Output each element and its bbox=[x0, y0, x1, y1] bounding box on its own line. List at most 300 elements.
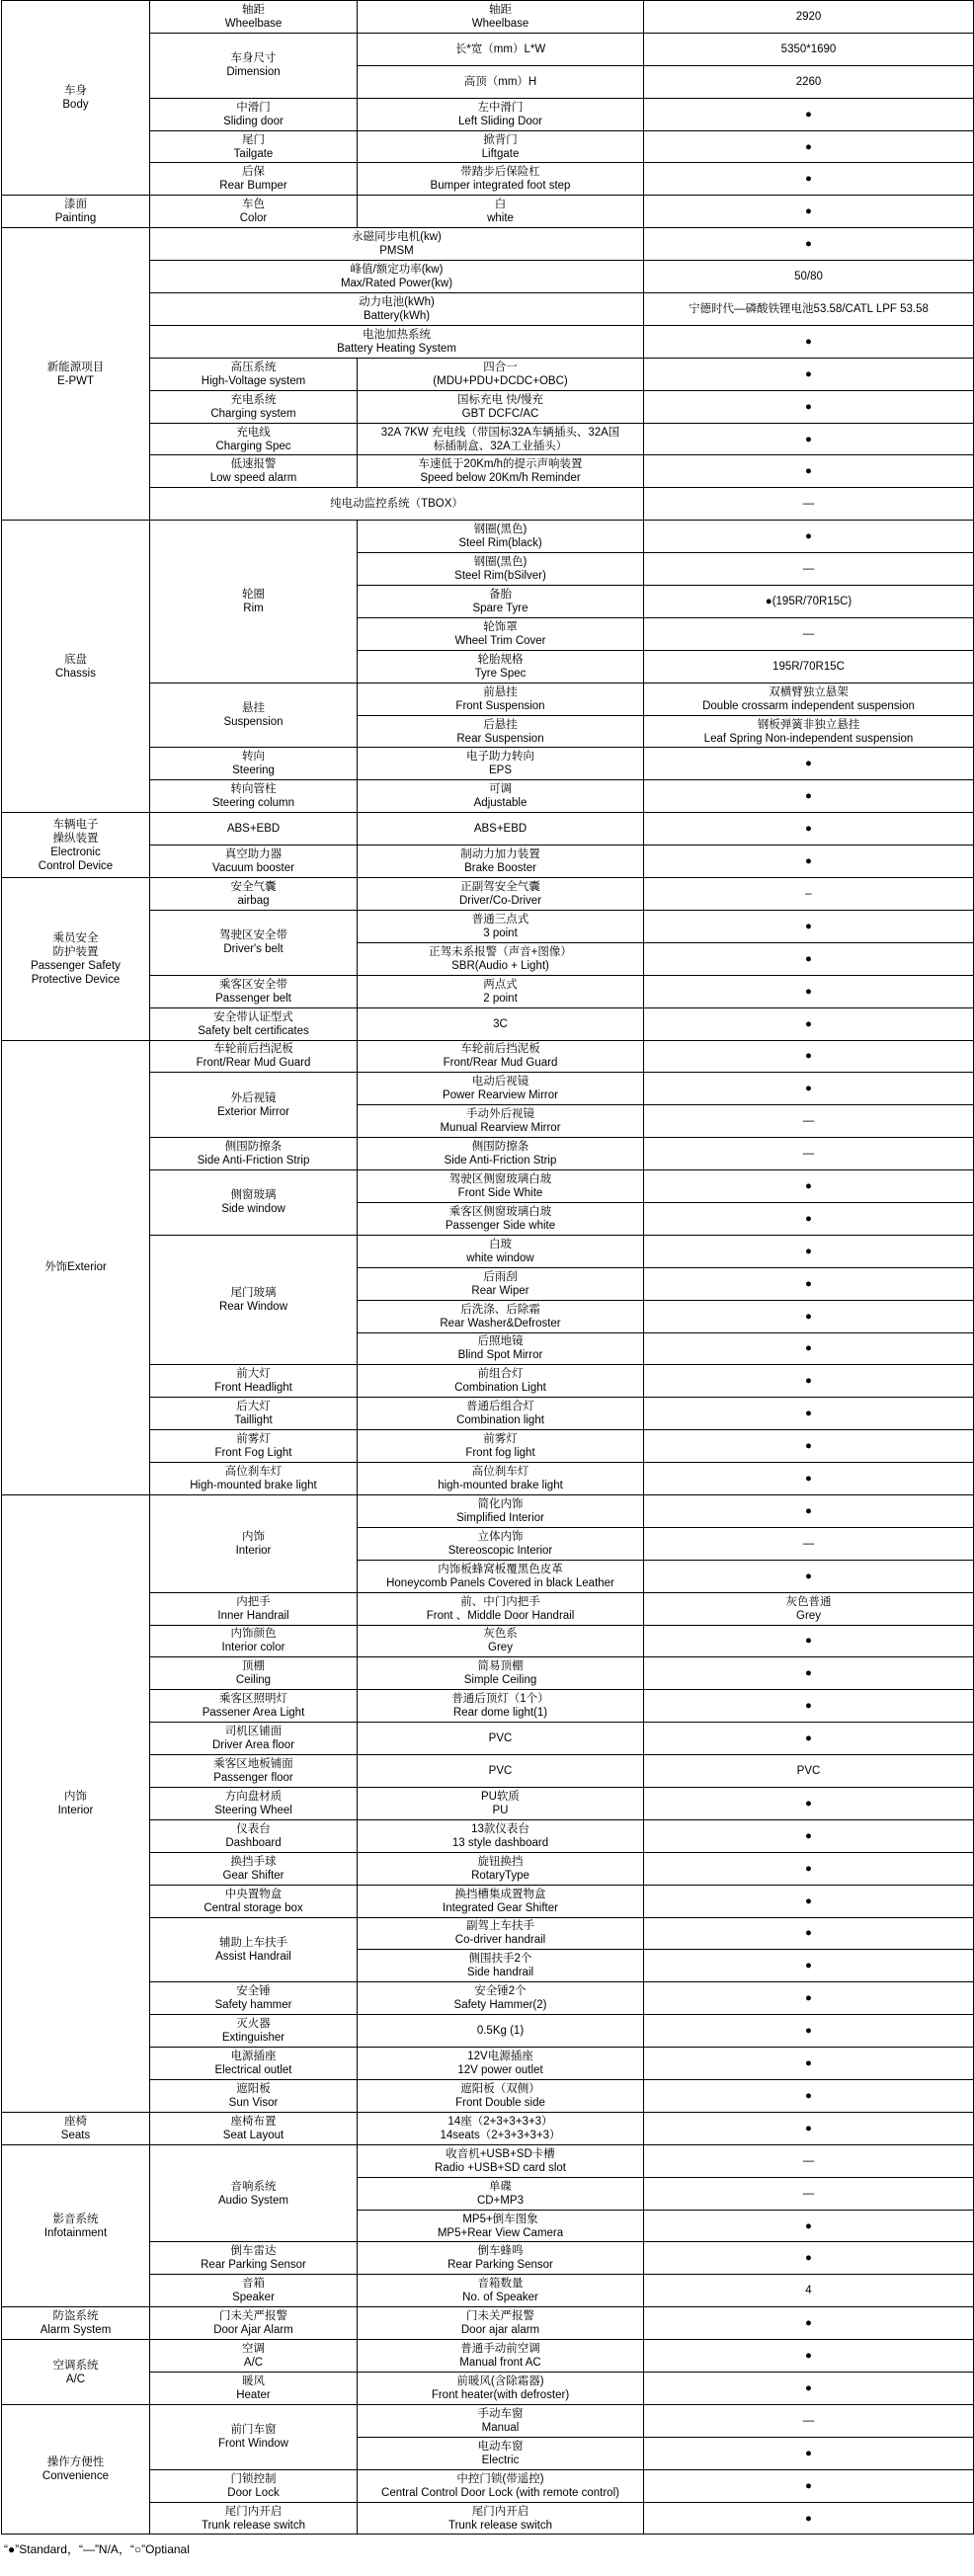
value-cell bbox=[644, 196, 974, 228]
item-cell bbox=[150, 780, 358, 813]
text-line: 外饰Exterior bbox=[44, 1261, 107, 1274]
value-cell bbox=[644, 423, 974, 455]
spec-cell bbox=[358, 1105, 644, 1138]
item-cell bbox=[150, 2502, 358, 2535]
spec-cell bbox=[358, 1332, 644, 1365]
text-line: ● bbox=[805, 985, 812, 998]
text-line: airbag bbox=[237, 894, 270, 907]
text-line: Front 、Middle Door Handrail bbox=[426, 1609, 575, 1622]
value-cell bbox=[644, 1332, 974, 1365]
text-line: 国标充电 快/慢充 bbox=[457, 393, 543, 406]
text-line: ● bbox=[805, 2219, 812, 2232]
group-cell bbox=[2, 878, 150, 1040]
text-line: 低速报警 bbox=[230, 458, 277, 471]
item-cell bbox=[150, 1723, 358, 1755]
item-cell bbox=[150, 33, 358, 98]
spec-cell bbox=[358, 1982, 644, 2015]
text-line: Ceiling bbox=[235, 1674, 272, 1687]
text-line: Radio +USB+SD card slot bbox=[435, 2161, 566, 2174]
text-line: Adjustable bbox=[473, 797, 528, 810]
item-cell bbox=[150, 1430, 358, 1463]
spec-cell bbox=[358, 2177, 644, 2210]
text-line: Alarm System bbox=[40, 2324, 112, 2337]
text-line: A/C bbox=[65, 2373, 86, 2385]
spec-cell bbox=[358, 1950, 644, 1982]
text-line: ● bbox=[805, 1667, 812, 1680]
spec-cell bbox=[358, 196, 644, 228]
text-line: Charging Spec bbox=[215, 440, 291, 452]
item-cell bbox=[150, 1040, 358, 1073]
spec-row bbox=[2, 2340, 974, 2373]
text-line: — bbox=[802, 627, 815, 640]
text-line: 钢板弹簧非独立悬挂 bbox=[757, 718, 860, 731]
text-line: 空调 bbox=[242, 2343, 265, 2356]
text-line: 门锁控制 bbox=[230, 2472, 277, 2485]
text-line: Exterior Mirror bbox=[217, 1105, 289, 1118]
text-line: 3 point bbox=[483, 926, 518, 939]
item-cell bbox=[150, 2080, 358, 2113]
text-line: 内饰 bbox=[242, 1530, 265, 1543]
text-line: 乘员安全 bbox=[52, 931, 99, 944]
spec-cell bbox=[358, 1723, 644, 1755]
text-line: 电池加热系统 bbox=[363, 328, 431, 341]
text-line: Extinguisher bbox=[221, 2032, 285, 2045]
text-line: 操纵装置 bbox=[52, 832, 99, 845]
item-cell bbox=[150, 2242, 358, 2275]
item-cell bbox=[150, 1398, 358, 1430]
group-cell bbox=[2, 521, 150, 813]
spec-cell bbox=[358, 1560, 644, 1592]
text-line: 钢圈(黑色) bbox=[473, 523, 528, 536]
text-line: Seats bbox=[60, 2129, 91, 2141]
spec-cell bbox=[358, 942, 644, 975]
spec-cell bbox=[358, 33, 644, 65]
text-line: 操作方便性 bbox=[46, 2456, 105, 2469]
text-line: ● bbox=[805, 2512, 812, 2525]
item-cell bbox=[150, 878, 358, 911]
text-line: ● bbox=[805, 855, 812, 868]
text-line: Rear Suspension bbox=[456, 732, 544, 745]
spec-cell bbox=[358, 2080, 644, 2113]
text-line: 动力电池(kWh) bbox=[359, 295, 435, 308]
text-line: Gear Shifter bbox=[222, 1869, 284, 1882]
spec-cell bbox=[358, 1755, 644, 1788]
spec-cell bbox=[358, 521, 644, 553]
spec-cell bbox=[358, 1852, 644, 1885]
value-cell bbox=[644, 715, 974, 748]
text-line: 轮饰罩 bbox=[483, 620, 518, 633]
item-cell bbox=[150, 163, 358, 196]
text-line: Steering Wheel bbox=[214, 1804, 292, 1816]
text-line: Electric bbox=[481, 2454, 520, 2466]
text-line: 白玻 bbox=[489, 1238, 512, 1250]
text-line: No. of Speaker bbox=[462, 2292, 538, 2304]
text-line: Double crossarm independent suspension bbox=[702, 699, 915, 712]
text-line: ● bbox=[805, 2252, 812, 2265]
text-line: 前、中门内把手 bbox=[460, 1595, 540, 1608]
value-cell bbox=[644, 2048, 974, 2080]
text-line: 双横臂独立悬架 bbox=[769, 685, 849, 698]
value-cell bbox=[644, 1755, 974, 1788]
text-line: Rim bbox=[243, 602, 264, 614]
text-line: ● bbox=[805, 108, 812, 121]
value-cell bbox=[644, 1138, 974, 1170]
text-line: Side handrail bbox=[466, 1967, 534, 1979]
spec-row bbox=[2, 2112, 974, 2144]
text-line: ● bbox=[805, 2057, 812, 2070]
text-line: Side Anti-Friction Strip bbox=[197, 1155, 310, 1167]
text-line: 换挡槽集成置物盒 bbox=[454, 1888, 546, 1900]
text-line: 左中滑门 bbox=[477, 101, 524, 114]
text-line: 立体内饰 bbox=[477, 1530, 524, 1543]
group-cell bbox=[2, 1, 150, 196]
text-line: 倒车蜂鸣 bbox=[477, 2245, 524, 2258]
value-cell bbox=[644, 390, 974, 423]
text-line: 电子助力转向 bbox=[466, 751, 534, 764]
value-cell bbox=[644, 1267, 974, 1300]
text-line: Front Headlight bbox=[214, 1382, 292, 1395]
value-cell bbox=[644, 2242, 974, 2275]
item-cell bbox=[150, 813, 358, 845]
text-line: 备胎 bbox=[489, 588, 512, 601]
spec-cell bbox=[358, 2437, 644, 2469]
text-line: Assist Handrail bbox=[215, 1950, 291, 1963]
text-line: ● bbox=[805, 1245, 812, 1257]
text-line: ● bbox=[805, 1083, 812, 1095]
text-line: Heater bbox=[236, 2388, 271, 2401]
text-line: ● bbox=[805, 1635, 812, 1648]
value-cell bbox=[644, 813, 974, 845]
item-cell bbox=[150, 1885, 358, 1917]
text-line: GBT DCFC/AC bbox=[461, 407, 539, 420]
item-cell bbox=[150, 1073, 358, 1138]
value-cell bbox=[644, 358, 974, 390]
text-line: ● bbox=[805, 1180, 812, 1192]
text-line: 顶棚 bbox=[242, 1660, 265, 1673]
text-line: 后保 bbox=[242, 166, 265, 179]
text-line: 灰色普通 bbox=[785, 1595, 832, 1608]
value-cell bbox=[644, 33, 974, 65]
spec-cell bbox=[358, 617, 644, 650]
item-cell bbox=[150, 1494, 358, 1592]
text-line: 高位刹车灯 bbox=[224, 1466, 283, 1479]
item-cell bbox=[150, 455, 358, 488]
text-line: Rear dome light(1) bbox=[452, 1707, 548, 1720]
legend-note: “●”Standard，“—”N/A，“○”Optianal bbox=[4, 2542, 190, 2557]
text-line: Interior bbox=[235, 1544, 272, 1557]
text-line: Rear Window bbox=[218, 1301, 288, 1314]
value-cell bbox=[644, 1, 974, 34]
text-line: 转向 bbox=[242, 751, 265, 764]
text-line: — bbox=[802, 1115, 815, 1128]
text-line: 音响系统 bbox=[230, 2180, 277, 2193]
text-line: 后悬挂 bbox=[483, 718, 518, 731]
text-line: 2260 bbox=[795, 75, 822, 88]
text-line: Electronic bbox=[50, 845, 101, 858]
item-cell bbox=[150, 2373, 358, 2405]
value-cell bbox=[644, 2210, 974, 2242]
value-cell bbox=[644, 2373, 974, 2405]
item-cell bbox=[150, 1138, 358, 1170]
text-line: Suspension bbox=[223, 716, 284, 729]
text-line: ● bbox=[805, 433, 812, 445]
spec-cell bbox=[358, 65, 644, 98]
spec-cell bbox=[358, 2048, 644, 2080]
item-cell bbox=[150, 975, 358, 1007]
text-line: Rear Bumper bbox=[219, 180, 287, 193]
spec-row bbox=[2, 2307, 974, 2340]
text-line: PMSM bbox=[379, 245, 414, 258]
text-line: 四合一 bbox=[483, 361, 518, 373]
value-cell bbox=[644, 1625, 974, 1657]
text-line: Front Double side bbox=[455, 2096, 545, 2109]
text-line: ● bbox=[805, 920, 812, 932]
text-line: 侧围防擦条 bbox=[471, 1141, 529, 1154]
text-line: 遮阳板 bbox=[236, 2082, 271, 2095]
spec-cell bbox=[358, 1235, 644, 1267]
text-line: PVC bbox=[488, 1732, 513, 1745]
spec-row bbox=[2, 813, 974, 845]
spec-cell bbox=[358, 358, 644, 390]
text-line: Blind Spot Mirror bbox=[457, 1349, 543, 1362]
text-line: Wheelbase bbox=[224, 17, 283, 30]
text-line: 后雨刮 bbox=[483, 1270, 518, 1283]
text-line: Front/Rear Mud Guard bbox=[443, 1057, 558, 1070]
text-line: MP5+倒车图象 bbox=[462, 2213, 538, 2225]
text-line: 尾门内开启 bbox=[471, 2505, 529, 2518]
group-cell bbox=[2, 2404, 150, 2535]
text-line: Manual front AC bbox=[459, 2357, 541, 2370]
text-line: Front heater(with defroster) bbox=[431, 2388, 570, 2401]
text-line: Speed below 20Km/h Reminder bbox=[420, 472, 581, 485]
spec-cell bbox=[358, 163, 644, 196]
item-cell bbox=[150, 1917, 358, 1982]
spec-cell bbox=[358, 455, 644, 488]
text-line: 普通后顶灯（1个） bbox=[451, 1693, 549, 1706]
spec-cell bbox=[358, 910, 644, 942]
value-cell bbox=[644, 975, 974, 1007]
text-line: 永磁同步电机(kw) bbox=[352, 231, 442, 244]
text-line: ● bbox=[805, 2122, 812, 2134]
text-line: High-Voltage system bbox=[201, 374, 306, 387]
text-line: Simple Ceiling bbox=[463, 1674, 537, 1687]
spec-cell bbox=[358, 2469, 644, 2502]
item-cell bbox=[150, 748, 358, 780]
text-line: Combination light bbox=[456, 1414, 544, 1427]
text-line: Stereoscopic Interior bbox=[447, 1544, 553, 1557]
text-line: ● bbox=[805, 2317, 812, 2330]
value-cell bbox=[644, 2404, 974, 2437]
text-line: 音箱数量 bbox=[477, 2278, 524, 2291]
text-line: ● bbox=[805, 400, 812, 413]
text-line: ● bbox=[805, 205, 812, 218]
value-cell bbox=[644, 650, 974, 683]
spec-cell bbox=[358, 1527, 644, 1560]
item-cell bbox=[150, 2048, 358, 2080]
value-cell bbox=[644, 845, 974, 878]
value-cell bbox=[644, 2177, 974, 2210]
text-line: ● bbox=[805, 2447, 812, 2459]
text-line: Grey bbox=[488, 1642, 513, 1654]
text-line: 前雾灯 bbox=[236, 1433, 271, 1446]
text-line: 暖风 bbox=[242, 2375, 265, 2387]
value-cell bbox=[644, 2080, 974, 2113]
text-line: 前悬挂 bbox=[483, 685, 518, 698]
text-line: Central storage box bbox=[203, 1901, 303, 1914]
spec-cell bbox=[150, 325, 644, 358]
text-line: 轮圈 bbox=[242, 588, 265, 601]
spec-cell bbox=[358, 1398, 644, 1430]
group-cell bbox=[2, 1494, 150, 2112]
text-line: 仪表台 bbox=[236, 1822, 271, 1835]
value-cell bbox=[644, 2015, 974, 2048]
text-line: 充电系统 bbox=[230, 393, 277, 406]
value-cell bbox=[644, 1300, 974, 1332]
text-line: MP5+Rear View Camera bbox=[437, 2226, 564, 2239]
spec-cell bbox=[358, 2210, 644, 2242]
text-line: ABS+EBD bbox=[226, 823, 281, 836]
value-cell bbox=[644, 1982, 974, 2015]
text-line: ABS+EBD bbox=[473, 823, 528, 836]
value-cell bbox=[644, 2112, 974, 2144]
value-cell bbox=[644, 910, 974, 942]
text-line: 12V power outlet bbox=[457, 2064, 543, 2077]
text-line: 内饰板蜂窝板覆黑色皮革 bbox=[438, 1563, 563, 1575]
text-line: Munual Rearview Mirror bbox=[440, 1122, 561, 1135]
value-cell bbox=[644, 1560, 974, 1592]
text-line: Steel Rim(bSilver) bbox=[454, 570, 546, 583]
spec-cell bbox=[358, 2404, 644, 2437]
text-line: ● bbox=[805, 790, 812, 803]
text-line: Vacuum booster bbox=[212, 862, 294, 875]
text-line: Sliding door bbox=[223, 115, 284, 127]
text-line: Body bbox=[62, 99, 89, 112]
text-line: 安全锤 bbox=[236, 1985, 271, 1998]
value-cell bbox=[644, 1723, 974, 1755]
text-line: 可调 bbox=[489, 783, 512, 796]
spec-cell bbox=[358, 130, 644, 163]
value-cell bbox=[644, 1235, 974, 1267]
text-line: 旋钮换挡 bbox=[477, 1855, 524, 1868]
text-line: Dashboard bbox=[225, 1836, 282, 1849]
item-cell bbox=[150, 1007, 358, 1040]
text-line: — bbox=[802, 1148, 815, 1161]
item-cell bbox=[150, 910, 358, 975]
text-line: ● bbox=[805, 1797, 812, 1810]
text-line: 辅助上车扶手 bbox=[219, 1936, 287, 1949]
text-line: 遮阳板（双侧） bbox=[460, 2082, 540, 2095]
spec-cell bbox=[358, 1690, 644, 1723]
spec-cell bbox=[358, 2144, 644, 2177]
text-line: 车身 bbox=[64, 85, 87, 98]
text-line: ● bbox=[805, 1017, 812, 1030]
spec-cell bbox=[358, 1300, 644, 1332]
text-line: Trunk release switch bbox=[201, 2519, 306, 2532]
text-line: Speaker bbox=[232, 2292, 275, 2304]
text-line: 钢圈(黑色) bbox=[473, 556, 528, 569]
text-line: 13 style dashboard bbox=[451, 1836, 549, 1849]
spec-row bbox=[2, 1494, 974, 1527]
text-line: 漆面 bbox=[64, 199, 87, 211]
item-cell bbox=[150, 390, 358, 423]
item-cell bbox=[150, 1625, 358, 1657]
spec-cell bbox=[358, 2242, 644, 2275]
text-line: Tyre Spec bbox=[474, 667, 527, 680]
value-cell bbox=[644, 98, 974, 130]
text-line: ● bbox=[805, 140, 812, 153]
text-line: 后洗涤、后除霜 bbox=[460, 1303, 540, 1316]
value-cell bbox=[644, 1527, 974, 1560]
text-line: Interior bbox=[57, 1804, 94, 1816]
spec-cell bbox=[358, 1365, 644, 1398]
text-line: Color bbox=[239, 212, 268, 225]
text-line: ● bbox=[805, 1862, 812, 1875]
value-cell bbox=[644, 1657, 974, 1690]
text-line: 座椅 bbox=[64, 2115, 87, 2128]
item-cell bbox=[150, 1690, 358, 1723]
text-line: ● bbox=[805, 1732, 812, 1745]
text-line: PVC bbox=[796, 1765, 821, 1778]
text-line: 侧窗玻璃 bbox=[230, 1189, 277, 1202]
item-cell bbox=[150, 1819, 358, 1852]
text-line: ● bbox=[805, 1342, 812, 1355]
text-line: 0.5Kg (1) bbox=[476, 2025, 525, 2038]
spec-cell bbox=[358, 1885, 644, 1917]
text-line: Left Sliding Door bbox=[457, 115, 543, 127]
item-cell bbox=[150, 2469, 358, 2502]
value-cell bbox=[644, 65, 974, 98]
text-line: ● bbox=[805, 1408, 812, 1420]
value-cell bbox=[644, 2144, 974, 2177]
value-cell bbox=[644, 1007, 974, 1040]
spec-row bbox=[2, 2144, 974, 2177]
spec-table bbox=[1, 0, 974, 2535]
value-cell bbox=[644, 488, 974, 521]
value-cell bbox=[644, 1463, 974, 1495]
spec-cell bbox=[358, 1040, 644, 1073]
item-cell bbox=[150, 2112, 358, 2144]
text-line: ● bbox=[805, 1504, 812, 1517]
text-line: ● bbox=[805, 238, 812, 251]
spec-cell bbox=[358, 586, 644, 618]
group-cell bbox=[2, 1040, 150, 1494]
text-line: Rear Washer&Defroster bbox=[440, 1317, 561, 1329]
text-line: E-PWT bbox=[56, 374, 95, 387]
text-line: 空调系统 bbox=[52, 2359, 99, 2372]
text-line: 普通三点式 bbox=[471, 913, 529, 926]
spec-cell bbox=[358, 390, 644, 423]
spec-cell bbox=[358, 1073, 644, 1105]
text-line: 车色 bbox=[242, 199, 265, 211]
text-line: 影音系统 bbox=[52, 2213, 99, 2225]
text-line: 简化内饰 bbox=[477, 1497, 524, 1510]
value-cell bbox=[644, 1365, 974, 1398]
text-line: 悬挂 bbox=[242, 702, 265, 715]
spec-cell bbox=[358, 780, 644, 813]
text-line: Tailgate bbox=[233, 147, 274, 160]
item-cell bbox=[150, 98, 358, 130]
value-cell bbox=[644, 1787, 974, 1819]
spec-cell bbox=[358, 1202, 644, 1235]
text-line: Audio System bbox=[218, 2194, 288, 2207]
value-cell bbox=[644, 1430, 974, 1463]
spec-cell bbox=[358, 1007, 644, 1040]
text-line: ● bbox=[805, 1310, 812, 1323]
text-line: 14seats（2+3+3+3+3） bbox=[440, 2129, 561, 2141]
spec-cell bbox=[358, 1463, 644, 1495]
item-cell bbox=[150, 1982, 358, 2015]
text-line: ● bbox=[805, 367, 812, 380]
